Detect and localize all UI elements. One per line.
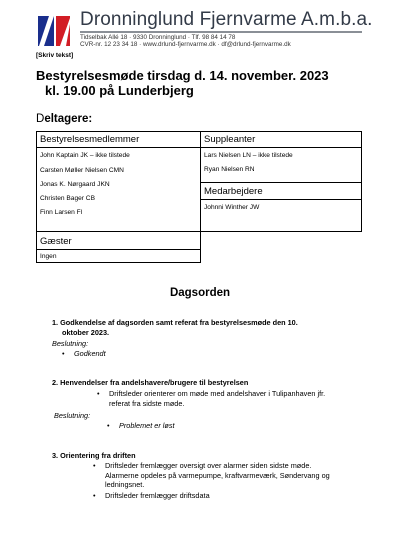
participants-table [36,131,362,263]
company-logo-icon [36,12,72,46]
agenda-item-3-heading: 3. Orientering fra driften [52,451,136,460]
bullet-icon: • [93,491,96,500]
bullet-icon: • [107,421,110,430]
agenda-item-3-bullet [93,461,368,491]
board-member: Jonas K. Nørgaard JKN [40,181,110,188]
bullet-icon: • [97,389,100,398]
bullet-text-cont: referat fra sidste møde. [109,398,185,408]
text-placeholder: [Skriv tekst] [36,52,74,59]
bullet-text: Driftsleder fremlægger driftsdata [105,491,210,500]
substitute: Lars Nielsen LN – ikke tilstede [204,152,293,159]
staff-heading: Medarbejdere [204,186,263,197]
bullet-text: Driftsleder orienterer om møde med andelshaver i Tulipanhaven jfr. [109,389,326,398]
agenda-title: Dagsorden [169,287,231,299]
table-border-top [36,131,362,132]
table-header-rule [36,147,362,148]
bullet-icon: • [93,461,96,470]
agenda-item-1-heading-cont: oktober 2023. [62,328,110,337]
agenda-item-1-heading: 1. Godkendelse af dagsorden samt referat fra bestyrelsesmøde den 10. [52,318,298,327]
company-address: Tidselbak Allé 18 · 9330 Dronninglund · Tlf. 98 84 14 78 [80,34,236,41]
agenda-item-2-bullet [97,389,367,409]
agenda-item-3-bullet [93,491,368,501]
board-member: John Kaptain JK – ikke tilstede [40,152,130,159]
company-name: Dronninglund Fjernvarme A.m.b.a. [80,9,373,30]
board-members-heading: Bestyrelsesmedlemmer [40,134,140,145]
table-border-left [36,131,37,263]
bullet-text-cont: Alarmerne opdeles på varmepumpe, kraftvarmeværk, Søndervang og [105,470,330,480]
table-column-divider [200,131,201,263]
meeting-title: Bestyrelsesmøde tirsdag d. 14. november. 2023 [36,68,329,83]
participants-heading-rest: eltagere: [44,113,93,125]
staff-member: Johnni Winther JW [204,204,260,211]
decision-text: Godkendt [74,349,106,358]
guest: Ingen [40,253,57,260]
bullet-icon: • [62,349,65,358]
board-member: Finn Larsen Fl [40,209,83,216]
staff-top-rule [201,182,362,183]
bullet-text: Driftsleder fremlægger oversigt over alarmer siden sidste møde. [105,461,312,470]
agenda-item-2-heading: 2. Henvendelser fra andelshavere/brugere til bestyrelsen [52,378,249,387]
bullet-text-cont: ledningsnet. [105,480,145,490]
decision-text: Problemet er løst [119,421,175,430]
header-divider [80,31,362,33]
decision-item [62,349,362,359]
participants-heading [36,113,92,125]
company-contact: CVR-nr. 12 23 34 18 · www.drlund-fjernvarme.dk · df@drlund-fjernvarme.dk [80,41,291,48]
substitutes-heading: Suppleanter [204,134,256,145]
substitute: Ryan Nielsen RN [204,166,255,173]
decision-item [107,421,307,431]
guests-heading: Gæster [40,236,72,247]
guests-header-rule [36,249,201,250]
guests-top-rule [36,231,362,232]
decision-label: Beslutning: [54,411,91,420]
table-border-bottom [36,262,201,263]
board-member: Carsten Møller Nielsen CMN [40,167,124,174]
board-member: Christen Bager CB [40,195,95,202]
participants-heading-initial: D [36,113,45,125]
staff-header-rule [201,199,362,200]
meeting-time-place: kl. 19.00 på Lunderbjerg [45,83,194,98]
decision-label: Beslutning: [52,339,89,348]
